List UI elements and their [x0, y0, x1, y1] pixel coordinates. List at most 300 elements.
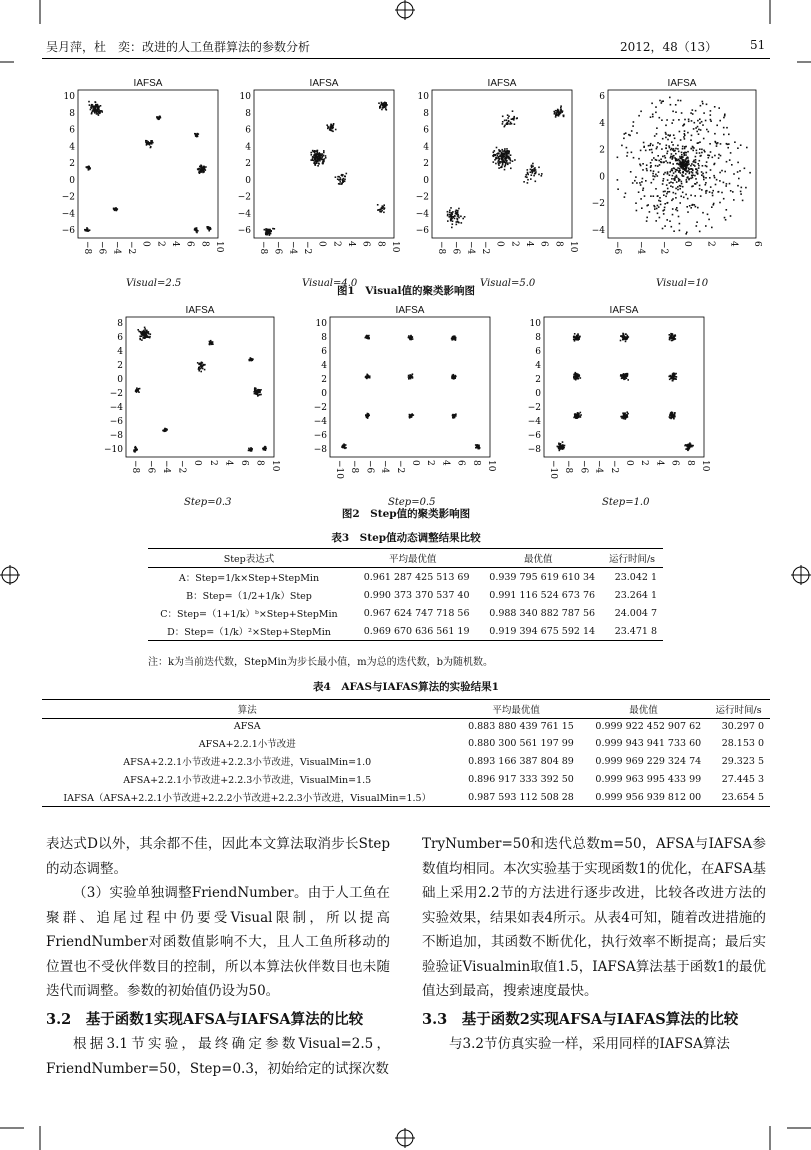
- data-point: [720, 143, 722, 145]
- table-3-body: [148, 568, 663, 641]
- data-point: [138, 391, 140, 393]
- y-tick-label: 2: [535, 375, 541, 385]
- data-point: [452, 223, 454, 225]
- data-point: [687, 450, 689, 452]
- data-point: [636, 182, 638, 184]
- data-point: [199, 171, 201, 173]
- data-point: [527, 179, 529, 181]
- data-point: [687, 160, 689, 162]
- data-point: [675, 111, 677, 113]
- table-cell: D：Step=（1/k）²×Step+StepMin: [148, 622, 350, 641]
- data-point: [557, 446, 559, 448]
- data-point: [687, 151, 689, 153]
- y-tick-label: 0: [535, 389, 541, 399]
- data-point: [718, 154, 720, 156]
- data-point: [454, 375, 456, 377]
- data-point: [626, 155, 628, 157]
- data-point: [685, 166, 687, 168]
- data-point: [381, 208, 383, 210]
- data-point: [729, 183, 731, 185]
- data-point: [639, 182, 641, 184]
- data-point: [199, 366, 201, 368]
- data-point: [210, 342, 212, 344]
- table-row: [42, 734, 770, 752]
- data-point: [688, 178, 690, 180]
- data-point: [725, 219, 727, 221]
- data-point: [541, 173, 543, 175]
- data-point: [723, 117, 725, 119]
- y-tick-label: 6: [599, 92, 605, 102]
- data-point: [651, 152, 653, 154]
- data-point: [705, 177, 707, 179]
- x-tick-label: 4: [524, 241, 534, 247]
- data-point: [723, 134, 725, 136]
- data-point: [651, 103, 653, 105]
- data-point: [737, 147, 739, 149]
- data-point: [94, 111, 96, 113]
- data-point: [527, 169, 529, 171]
- data-point: [698, 165, 700, 167]
- data-point: [625, 132, 627, 134]
- data-point: [93, 109, 95, 111]
- data-point: [674, 179, 676, 181]
- data-point: [555, 116, 557, 118]
- data-point: [576, 373, 578, 375]
- data-point: [686, 181, 688, 183]
- data-point: [562, 110, 564, 112]
- data-point: [140, 339, 142, 341]
- data-point: [149, 337, 151, 339]
- y-tick-label: −6: [109, 417, 123, 427]
- data-point: [676, 181, 678, 183]
- data-point: [650, 116, 652, 118]
- data-point: [332, 125, 334, 127]
- data-point: [645, 150, 647, 152]
- data-point: [622, 339, 624, 341]
- data-point: [367, 414, 369, 416]
- data-point: [538, 167, 540, 169]
- data-point: [744, 168, 746, 170]
- data-point: [159, 117, 161, 119]
- table-row: [42, 719, 770, 735]
- data-point: [684, 135, 686, 137]
- plot-title: IAFSA: [395, 305, 425, 316]
- x-tick-label: 4: [170, 241, 180, 247]
- y-tick-label: 0: [321, 389, 327, 399]
- plot-canvas: [104, 317, 280, 497]
- data-point: [660, 159, 662, 161]
- data-point: [720, 155, 722, 157]
- data-point: [573, 417, 575, 419]
- data-point: [670, 104, 672, 106]
- data-point: [686, 161, 688, 163]
- data-point: [634, 180, 636, 182]
- data-point: [680, 196, 682, 198]
- y-tick-label: 4: [321, 361, 327, 371]
- plot-canvas: [410, 90, 578, 278]
- paragraph: TryNumber=50和迭代总数m=50，AFSA与IAFSA参数值均相同。本次实验基于实现函数1的优化，在AFSA基础上采用2.2节的方法进行逐步改进，比较各改进方法的实验效果，结果如表4所示。从表4可知，随着改进措施的不断追加，其函数不断优化，执行效率不断提高；最后实验验证Visualmin取值1.5，IAFSA算法基于函数1的最优值达到最高，搜索速度最快。: [422, 836, 766, 999]
- data-point: [100, 110, 102, 112]
- header-rule: [42, 58, 770, 59]
- data-point: [555, 110, 557, 112]
- data-point: [509, 159, 511, 161]
- data-point: [381, 109, 383, 111]
- data-point: [689, 171, 691, 173]
- data-point: [655, 112, 657, 114]
- data-point: [641, 181, 643, 183]
- data-point: [506, 123, 508, 125]
- data-point: [323, 152, 325, 154]
- data-point: [679, 230, 681, 232]
- table-cell: 0.987 593 112 508 28: [453, 788, 580, 807]
- data-point: [688, 447, 690, 449]
- y-tick-label: 6: [321, 347, 327, 357]
- data-point: [460, 216, 462, 218]
- data-point: [386, 109, 388, 111]
- data-point: [679, 188, 681, 190]
- data-point: [698, 129, 700, 131]
- data-point: [504, 148, 506, 150]
- table-header: 平均最优值: [453, 700, 580, 719]
- data-point: [677, 189, 679, 191]
- data-point: [636, 132, 638, 134]
- data-point: [558, 113, 560, 115]
- x-tick-label: 2: [705, 241, 716, 247]
- data-point: [562, 445, 564, 447]
- data-point: [696, 131, 698, 133]
- data-point: [709, 191, 711, 193]
- data-point: [642, 178, 644, 180]
- data-point: [702, 124, 704, 126]
- data-point: [679, 156, 681, 158]
- data-point: [690, 444, 692, 446]
- y-tick-label: 0: [69, 175, 75, 186]
- y-tick-label: −6: [313, 431, 327, 441]
- data-point: [91, 112, 93, 114]
- data-point: [502, 154, 504, 156]
- data-point: [692, 146, 694, 148]
- data-point: [501, 161, 503, 163]
- table-header: 运行时间/s: [707, 700, 770, 719]
- data-point: [646, 170, 648, 172]
- data-point: [673, 119, 675, 121]
- table-cell: 0.999 922 452 907 62: [595, 721, 702, 732]
- data-point: [260, 389, 262, 391]
- data-point: [624, 378, 626, 380]
- data-point: [631, 130, 633, 132]
- data-point: [684, 169, 686, 171]
- data-point: [716, 145, 718, 147]
- x-tick-label: −2: [302, 241, 312, 255]
- data-point: [136, 387, 138, 389]
- data-point: [575, 416, 577, 418]
- data-point: [88, 166, 90, 168]
- x-tick-label: 0: [410, 460, 420, 466]
- data-point: [687, 176, 689, 178]
- data-point: [659, 100, 661, 102]
- y-tick-label: −8: [527, 445, 541, 455]
- data-point: [646, 217, 648, 219]
- data-point: [711, 206, 713, 208]
- data-point: [740, 144, 742, 146]
- x-tick-label: −4: [635, 241, 646, 255]
- data-point: [694, 204, 696, 206]
- data-point: [709, 177, 711, 179]
- x-tick-label: −10: [334, 460, 344, 479]
- data-point: [679, 202, 681, 204]
- data-point: [269, 234, 271, 236]
- data-point: [335, 176, 337, 178]
- data-point: [694, 183, 696, 185]
- y-tick-label: 8: [321, 333, 327, 343]
- y-tick-label: 2: [245, 159, 251, 169]
- data-point: [573, 377, 575, 379]
- data-point: [685, 194, 687, 196]
- data-point: [656, 133, 658, 135]
- data-point: [250, 450, 252, 452]
- data-point: [655, 220, 657, 222]
- data-point: [726, 161, 728, 163]
- data-point: [512, 110, 514, 112]
- data-point: [745, 187, 747, 189]
- data-point: [677, 145, 679, 147]
- data-point: [683, 197, 685, 199]
- data-point: [527, 182, 529, 184]
- data-point: [706, 190, 708, 192]
- data-point: [343, 445, 345, 447]
- data-point: [493, 161, 495, 163]
- data-point: [675, 169, 677, 171]
- table-row: [148, 586, 663, 604]
- data-point: [457, 215, 459, 217]
- data-point: [498, 167, 500, 169]
- page-number: 51: [750, 38, 766, 52]
- data-point: [659, 164, 661, 166]
- data-point: [649, 211, 651, 213]
- data-point: [697, 120, 699, 122]
- y-tick-label: −2: [109, 389, 123, 399]
- table-cell: 23.654 5: [707, 788, 770, 807]
- data-point: [314, 150, 316, 152]
- data-point: [675, 209, 677, 211]
- data-point: [560, 105, 562, 107]
- data-point: [116, 210, 118, 212]
- data-point: [141, 339, 143, 341]
- y-tick-label: 10: [315, 319, 327, 329]
- data-point: [316, 151, 318, 153]
- data-point: [449, 210, 451, 212]
- data-point: [409, 374, 411, 376]
- data-point: [523, 181, 525, 183]
- data-point: [453, 338, 455, 340]
- data-point: [649, 149, 651, 151]
- data-point: [682, 186, 684, 188]
- data-point: [733, 173, 735, 175]
- table-cell: 0.896 917 333 392 50: [468, 773, 574, 785]
- data-point: [638, 191, 640, 193]
- x-tick-label: 8: [254, 460, 265, 466]
- y-tick-label: 10: [239, 92, 251, 102]
- data-point: [506, 154, 508, 156]
- data-point: [682, 156, 684, 158]
- data-point: [146, 144, 148, 146]
- x-tick-label: 6: [360, 241, 371, 247]
- data-point: [577, 412, 579, 414]
- data-point: [196, 232, 198, 234]
- data-point: [270, 230, 272, 232]
- data-point: [716, 125, 718, 127]
- data-point: [150, 142, 152, 144]
- data-point: [144, 327, 146, 329]
- y-tick-label: 8: [535, 333, 541, 343]
- plot-label: Visual=5.0: [480, 278, 536, 289]
- data-point: [684, 130, 686, 132]
- data-point: [697, 163, 699, 165]
- data-point: [673, 172, 675, 174]
- data-point: [697, 207, 699, 209]
- data-point: [644, 195, 646, 197]
- table-cell: 0.883 880 439 761 15: [468, 721, 574, 732]
- data-point: [662, 180, 664, 182]
- data-point: [669, 182, 671, 184]
- data-point: [475, 444, 477, 446]
- data-point: [691, 171, 693, 173]
- x-tick-label: −2: [480, 241, 490, 255]
- x-tick-label: −6: [364, 460, 375, 474]
- data-point: [712, 192, 714, 194]
- data-point: [144, 328, 146, 330]
- data-point: [695, 156, 697, 158]
- data-point: [719, 120, 721, 122]
- data-point: [710, 120, 712, 122]
- data-point: [681, 181, 683, 183]
- data-point: [679, 131, 681, 133]
- data-point: [337, 178, 339, 180]
- data-point: [699, 188, 701, 190]
- x-tick-label: −8: [258, 241, 268, 255]
- data-point: [313, 154, 315, 156]
- data-point: [666, 219, 668, 221]
- data-point: [685, 164, 687, 166]
- data-point: [691, 135, 693, 137]
- data-point: [693, 128, 695, 130]
- x-tick-label: 4: [346, 241, 356, 247]
- data-point: [322, 156, 324, 158]
- data-point: [672, 214, 674, 216]
- data-point: [97, 109, 99, 111]
- data-point: [665, 133, 667, 135]
- data-point: [656, 159, 658, 161]
- data-point: [576, 335, 578, 337]
- data-point: [652, 116, 654, 118]
- data-point: [682, 146, 684, 148]
- data-point: [710, 151, 712, 153]
- data-point: [651, 149, 653, 151]
- data-point: [681, 158, 683, 160]
- data-point: [695, 168, 697, 170]
- data-point: [454, 215, 456, 217]
- x-tick-label: 4: [223, 460, 234, 466]
- data-point: [144, 332, 146, 334]
- data-point: [695, 206, 697, 208]
- data-point: [708, 157, 710, 159]
- data-point: [671, 178, 673, 180]
- data-point: [527, 174, 529, 176]
- data-point: [578, 338, 580, 340]
- data-point: [693, 164, 695, 166]
- figure-2-caption: 图2 Step值的聚类影响图: [341, 508, 471, 520]
- data-point: [504, 160, 506, 162]
- data-point: [651, 182, 653, 184]
- data-point: [624, 196, 626, 198]
- table-cell: 0.990 373 370 537 40: [363, 589, 470, 601]
- data-point: [677, 148, 679, 150]
- data-point: [535, 169, 537, 171]
- data-point: [631, 152, 633, 154]
- data-point: [509, 157, 511, 159]
- x-tick-label: 8: [684, 460, 695, 466]
- plot-canvas: [522, 317, 710, 497]
- data-point: [665, 125, 667, 127]
- data-point: [456, 224, 458, 226]
- data-point: [688, 119, 690, 121]
- data-point: [511, 123, 513, 125]
- data-point: [746, 147, 748, 149]
- data-point: [342, 174, 344, 176]
- data-point: [682, 164, 684, 166]
- table-cell: C：Step=（1+1/k）ᵇ×Step+StepMin: [160, 609, 338, 620]
- data-point: [685, 170, 687, 172]
- data-point: [97, 113, 99, 115]
- data-point: [683, 152, 685, 154]
- x-tick-label: 10: [270, 460, 280, 472]
- data-point: [673, 336, 675, 338]
- data-point: [532, 169, 534, 171]
- data-point: [340, 179, 342, 181]
- data-point: [643, 188, 645, 190]
- data-point: [646, 168, 648, 170]
- data-point: [274, 228, 276, 230]
- data-point: [251, 448, 253, 450]
- data-point: [508, 120, 510, 122]
- data-point: [669, 174, 671, 176]
- data-point: [640, 184, 642, 186]
- data-point: [320, 157, 322, 159]
- data-point: [675, 148, 677, 150]
- data-point: [715, 142, 717, 144]
- data-point: [501, 149, 503, 151]
- data-point: [451, 227, 453, 229]
- data-point: [667, 173, 669, 175]
- x-tick-label: 6: [752, 241, 762, 247]
- y-tick-label: −6: [527, 431, 541, 441]
- data-point: [504, 151, 506, 153]
- data-point: [657, 205, 659, 207]
- x-tick-label: 4: [654, 460, 665, 466]
- data-point: [678, 151, 680, 153]
- data-point: [662, 210, 664, 212]
- table-header: 最优值: [476, 549, 602, 568]
- x-tick-label: 6: [669, 460, 680, 466]
- data-point: [663, 174, 665, 176]
- data-point: [657, 165, 659, 167]
- data-point: [97, 104, 99, 106]
- x-tick-label: 8: [199, 241, 210, 247]
- data-point: [636, 210, 638, 212]
- y-tick-label: 2: [69, 159, 75, 169]
- data-point: [684, 138, 686, 140]
- data-point: [675, 188, 677, 190]
